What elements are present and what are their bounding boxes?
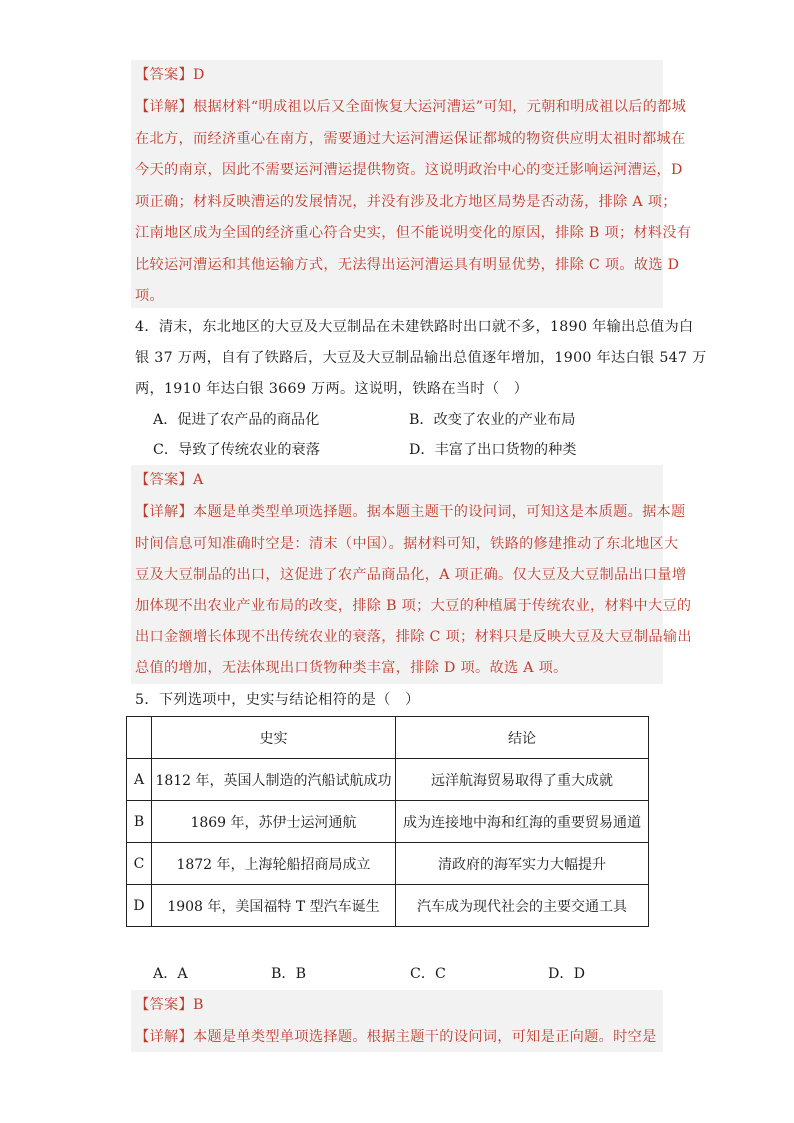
q4-option-d: D．丰富了出口货物的种类 [409,442,577,458]
answer-value: B [192,997,204,1013]
q4-detail-line: 出口金额增长体现不出传统农业的衰落，排除 C 项；材料只是反映大豆及大豆制品输出 [135,629,692,645]
row-conclusion: 汽车成为现代社会的主要交通工具 [396,885,649,927]
table-header-letter [127,717,152,759]
table-row [127,801,649,843]
detail-label: 【详解】 [135,1029,193,1045]
q4-detail-line: 豆及大豆制品的出口，这促进了农产品商品化，A 项正确。仅大豆及大豆制品出口量增 [135,567,687,583]
detail-label: 【详解】 [135,99,193,115]
row-conclusion: 远洋航海贸易取得了重大成就 [396,759,649,801]
q3-answer-line [135,66,205,84]
table-header-row [127,717,649,759]
q4-detail-line: 时间信息可知准确时空是：清末（中国）。据材料可知，铁路的修建推动了东北地区大 [135,536,679,552]
answer-value: D [192,67,205,83]
q4-detail-line: 总值的增加，无法体现出口货物种类丰富，排除 D 项。故选 A 项。 [135,660,568,676]
q5-option-b: B．B [271,966,307,982]
detail-text: 本题是单类型单项选择题。根据主题干的设问词，可知是正向题。时空是 [192,1029,657,1045]
q5-stem: 5．下列选项中，史实与结论相符的是（ ） [135,692,420,708]
row-fact: 1869 年，苏伊士运河通航 [152,801,396,843]
detail-text: 根据材料“明成祖以后又全面恢复大运河漕运”可知，元朝和明成祖以后的都城 [192,99,687,115]
table-header-fact: 史实 [152,717,396,759]
q3-detail-line: 项。 [135,288,164,304]
q5-answer-line [135,996,204,1014]
detail-text: 本题是单类型单项选择题。据本题主题干的设问词，可知这是本质题。据本题 [192,504,686,520]
q4-stem-line: 两，1910 年达白银 3669 万两。这说明，铁路在当时（ ） [135,381,529,397]
row-fact: 1872 年，上海轮船招商局成立 [152,843,396,885]
table-row [127,759,649,801]
q5-option-c: C．C [410,966,446,982]
detail-label: 【详解】 [135,504,193,520]
answer-label: 【答案】 [135,997,193,1013]
row-letter: C [127,843,152,885]
fact-conclusion-table [126,716,649,927]
q4-stem-line: 银 37 万两，自有了铁路后，大豆及大豆制品输出总值逐年增加，1900 年达白银 547 万 [135,350,707,366]
q3-detail-line: 今天的南京，因此不需要运河漕运提供物资。这说明政治中心的变迁影响运河漕运，D [135,162,683,178]
q3-detail-line: 比较运河漕运和其他运输方式，无法得出运河漕运具有明显优势，排除 C 项。故选 D [135,257,680,273]
q5-option-a: A．A [153,966,188,982]
q4-stem-line: 4．清末，东北地区的大豆及大豆制品在未建铁路时出口就不多，1890 年输出总值为白 [135,319,694,335]
q4-detail-line [135,503,686,521]
row-letter: A [127,759,152,801]
q5-detail-line [135,1028,657,1046]
table-header-conclusion: 结论 [396,717,649,759]
q4-option-a: A．促进了农产品的商品化 [153,412,320,428]
q4-option-b: B．改变了农业的产业布局 [409,412,576,428]
q3-detail-line: 江南地区成为全国的经济重心符合史实，但不能说明变化的原因，排除 B 项；材料没有 [135,225,692,241]
q5-option-d: D．D [548,966,585,982]
row-letter: B [127,801,152,843]
table-row [127,843,649,885]
row-conclusion: 成为连接地中海和红海的重要贸易通道 [396,801,649,843]
answer-label: 【答案】 [135,67,193,83]
answer-value: A [192,472,204,488]
q3-detail-line: 在北方，而经济重心在南方，需要通过大运河漕运保证都城的物资供应明太祖时都城在 [135,131,686,147]
row-fact: 1812 年，英国人制造的汽船试航成功 [152,759,396,801]
q3-detail-line: 项正确；材料反映漕运的发展情况，并没有涉及北方地区局势是否动荡，排除 A 项； [135,194,677,210]
q4-answer-line [135,471,204,489]
row-fact: 1908 年，美国福特 T 型汽车诞生 [152,885,396,927]
q4-detail-line: 加体现不出农业产业布局的改变，排除 B 项；大豆的种植属于传统农业，材料中大豆的 [135,598,692,614]
q3-detail-line [135,98,686,116]
row-letter: D [127,885,152,927]
answer-label: 【答案】 [135,472,193,488]
table-row [127,885,649,927]
q4-option-c: C．导致了传统农业的衰落 [153,442,320,458]
row-conclusion: 清政府的海军实力大幅提升 [396,843,649,885]
